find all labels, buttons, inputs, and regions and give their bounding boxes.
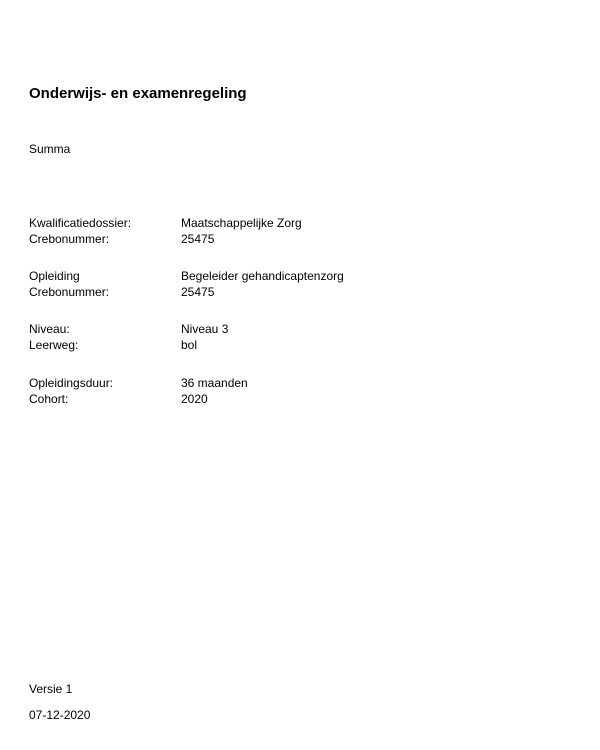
info-label: Opleidingsduur: <box>29 376 114 390</box>
info-row <box>29 284 344 300</box>
info-row <box>29 231 302 247</box>
info-row <box>29 375 248 391</box>
info-label: Kwalificatiedossier: <box>29 216 132 230</box>
organization-name: Summa <box>29 142 71 156</box>
document-date: 07-12-2020 <box>29 708 91 722</box>
info-label: Crebonummer: <box>29 285 110 299</box>
info-row <box>29 321 228 337</box>
info-group-level <box>29 321 228 353</box>
info-group-qualification <box>29 215 302 247</box>
info-label: Crebonummer: <box>29 232 110 246</box>
info-label: Cohort: <box>29 392 69 406</box>
info-value: bol <box>181 338 198 352</box>
info-value: Maatschappelijke Zorg <box>181 216 302 230</box>
info-group-program <box>29 268 344 300</box>
info-group-duration <box>29 375 248 407</box>
info-label: Opleiding <box>29 269 80 283</box>
info-row <box>29 337 228 353</box>
info-value: 36 maanden <box>181 376 248 390</box>
info-label: Leerweg: <box>29 338 79 352</box>
info-value: Niveau 3 <box>181 322 229 336</box>
info-row <box>29 268 344 284</box>
info-label: Niveau: <box>29 322 70 336</box>
info-value: 25475 <box>181 285 215 299</box>
info-value: 2020 <box>181 392 208 406</box>
version-label: Versie 1 <box>29 682 73 696</box>
document-title: Onderwijs- en examenregeling <box>29 85 247 102</box>
info-value: Begeleider gehandicaptenzorg <box>181 269 344 283</box>
info-row <box>29 391 248 407</box>
info-row <box>29 215 302 231</box>
info-value: 25475 <box>181 232 215 246</box>
